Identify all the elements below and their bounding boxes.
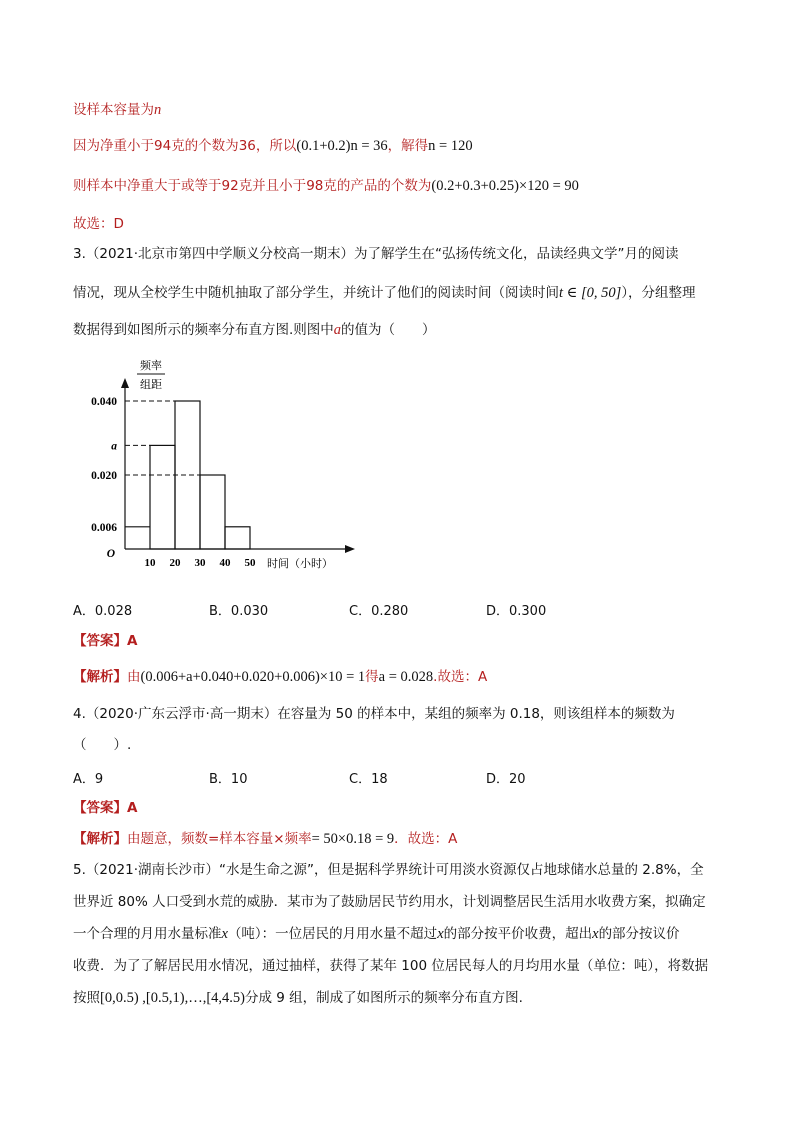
q5-stem-line-1: 5.（2021·湖南长沙市）“水是生命之源”，但是据科学界统计可用淡水资源仅占地球储水总量的 2.8%，全: [73, 862, 704, 878]
q3-analysis: 【解析】由(0.006+a+0.040+0.020+0.006)×10 = 1得a = 0.028.故选：A: [73, 669, 488, 685]
q3-option-b[interactable]: B．0.030: [209, 604, 269, 619]
q3-stem-line-1: 3.（2021·北京市第四中学顺义分校高一期末）为了解学生在“弘扬传统文化，品读经典文学”月的阅读: [73, 246, 679, 262]
histogram-bar-40-50: [225, 527, 250, 549]
histogram-bar-10-20: [150, 445, 175, 549]
y-tick-label-0.020: 0.020: [91, 470, 117, 482]
y-tick-label-a: a: [111, 440, 117, 453]
solution-line-2: 因为净重小于94克的个数为36，所以(0.1+0.2)n = 36，解得n = 120: [73, 138, 473, 154]
y-tick-label-0.040: 0.040: [91, 396, 117, 408]
x-tick-label-10: 10: [144, 557, 156, 569]
q4-option-b[interactable]: B．10: [209, 772, 248, 787]
y-axis-arrow: [121, 378, 129, 388]
q3-stem-line-2: 情况，现从全校学生中随机抽取了部分学生，并统计了他们的阅读时间（阅读时间t ∈ [0, 50]），分组整理: [73, 285, 696, 301]
y-tick-label-0.006: 0.006: [91, 521, 117, 534]
y-axis-label-top: 频率: [140, 360, 162, 372]
q4-stem-line-2: （ ）.: [73, 737, 132, 753]
origin-label: O: [106, 548, 115, 560]
x-tick-label-20: 20: [169, 557, 181, 569]
x-tick-label-50: 50: [244, 557, 256, 569]
histogram-bar-20-30: [175, 401, 200, 549]
q5-stem-line-4: 收费．为了了解居民用水情况，通过抽样，获得了某年 100 位居民每人的月均用水量（单位：吨），将数据: [73, 958, 709, 974]
x-tick-label-40: 40: [219, 557, 231, 569]
histogram-bar-30-40: [200, 475, 225, 549]
q3-stem-line-3: 数据得到如图所示的频率分布直方图.则图中a的值为（ ）: [73, 322, 436, 338]
x-tick-label-30: 30: [194, 557, 206, 569]
q3-option-c[interactable]: C．0.280: [349, 604, 409, 619]
q3-answer: 【答案】A: [73, 633, 138, 649]
q4-option-c[interactable]: C．18: [349, 772, 388, 787]
q4-stem-line-1: 4.（2020·广东云浮市·高一期末）在容量为 50 的样本中，某组的频率为 0.18，则该组样本的频数为: [73, 706, 675, 722]
q3-option-d[interactable]: D．0.300: [486, 604, 547, 619]
q4-option-a[interactable]: A．9: [73, 772, 104, 787]
q5-stem-line-3: 一个合理的月用水量标准x（吨）：一位居民的月用水量不超过x的部分按平价收费，超出x的部分按议价: [73, 926, 680, 942]
q4-answer: 【答案】A: [73, 800, 138, 816]
q5-stem-line-5: 按照[0,0.5) ,[0.5,1),…,[4,4.5)分成 9 组，制成了如图所示的频率分布直方图.: [73, 990, 523, 1006]
q3-option-a[interactable]: A．0.028: [73, 604, 133, 619]
y-axis-label-bottom: 组距: [140, 379, 162, 391]
x-axis-label: 时间（小时）: [267, 558, 333, 570]
solution-line-1: 设样本容量为n: [73, 102, 162, 118]
q4-analysis: 【解析】由题意，频数=样本容量×频率= 50×0.18 = 9．故选：A: [73, 831, 458, 847]
q5-stem-line-2: 世界近 80% 人口受到水荒的威胁．某市为了鼓励居民节约用水，计划调整居民生活用水收费方案，拟确定: [73, 894, 706, 910]
solution-line-3: 则样本中净重大于或等于92克并且小于98克的产品的个数为(0.2+0.3+0.25)×120 = 90: [73, 178, 579, 194]
x-axis-arrow: [345, 545, 355, 553]
q4-option-d[interactable]: D．20: [486, 772, 526, 787]
frequency-histogram: [80, 352, 370, 577]
solution-choice: 故选：D: [73, 216, 124, 232]
